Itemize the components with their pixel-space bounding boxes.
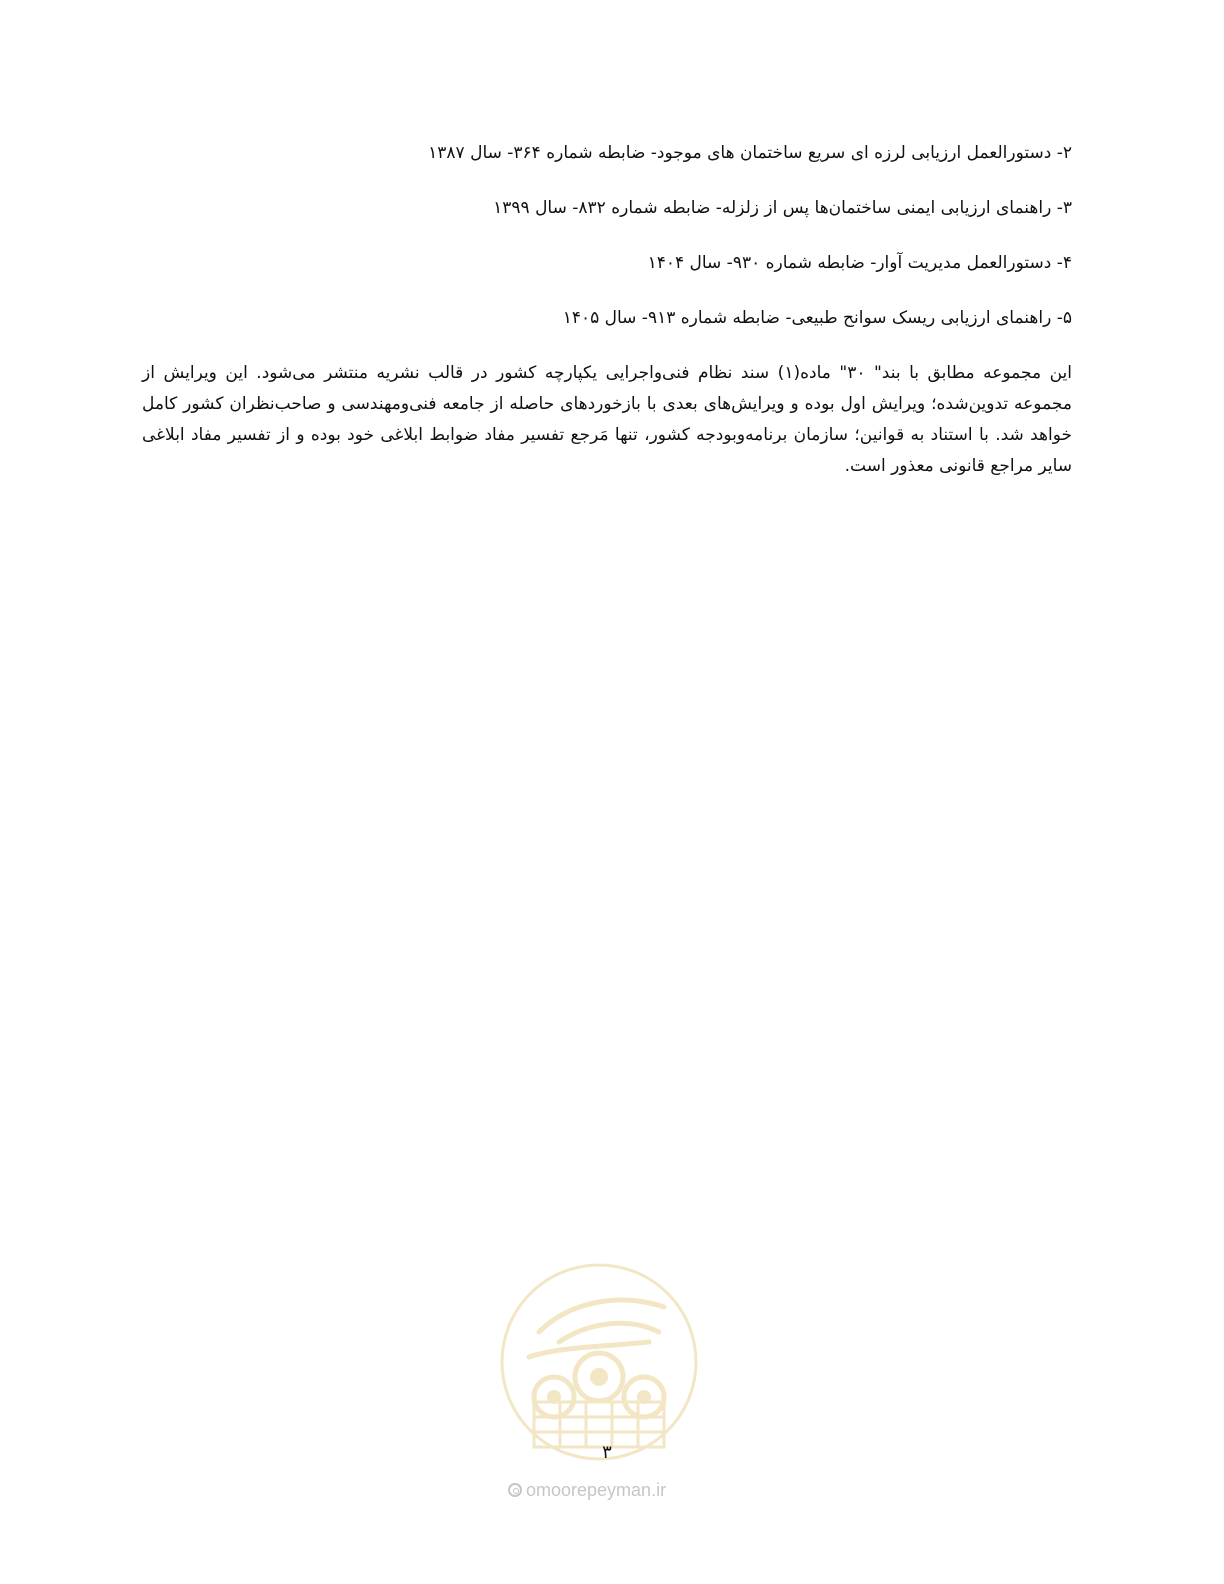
- page-number: ۳: [602, 1442, 612, 1463]
- watermark-site: [508, 1478, 708, 1502]
- list-item: ۳- راهنمای ارزیابی ایمنی ساختمان‌ها پس از زلزله- ضابطه شماره ۸۳۲- سال ۱۳۹۹: [493, 198, 1072, 218]
- body-paragraph: این مجموعه مطابق با بند" ۳۰" ماده(۱) سند نظام فنی‌واجرایی یکپارچه کشور در قالب نشریه منتشر می‌شود. این ویرایش از مجموعه تدوین‌شده؛ ویرایش اول بوده و ویرایش‌های بعدی با بازخوردهای حاصله از جامعه فنی‌ومهندسی و صاحب‌نظران کشور کامل خواهد شد. با استناد به قوانین؛ سازمان برنامه‌وبودجه کشور، تنها مَرجع تفسیر مفاد ضوابط ابلاغی خود بوده و از تفسیر مفاد ابلاغی سایر مراجع قانونی معذور است.: [142, 363, 1072, 476]
- list-item: ۲- دستورالعمل ارزیابی لرزه ای سریع ساختمان های موجود- ضابطه شماره ۳۶۴- سال ۱۳۸۷: [428, 143, 1072, 163]
- watermark-logo: [499, 1262, 699, 1462]
- list-item: ۵- راهنمای ارزیابی ریسک سوانح طبیعی- ضابطه شماره ۹۱۳- سال ۱۴۰۵: [562, 308, 1072, 328]
- watermark-site-label: omoorepeyman.ir: [526, 1479, 667, 1500]
- at-sign-icon: [508, 1483, 522, 1497]
- list-item: ۴- دستورالعمل مدیریت آوار- ضابطه شماره ۹۳۰- سال ۱۴۰۴: [647, 253, 1072, 273]
- document-body: [142, 138, 1072, 482]
